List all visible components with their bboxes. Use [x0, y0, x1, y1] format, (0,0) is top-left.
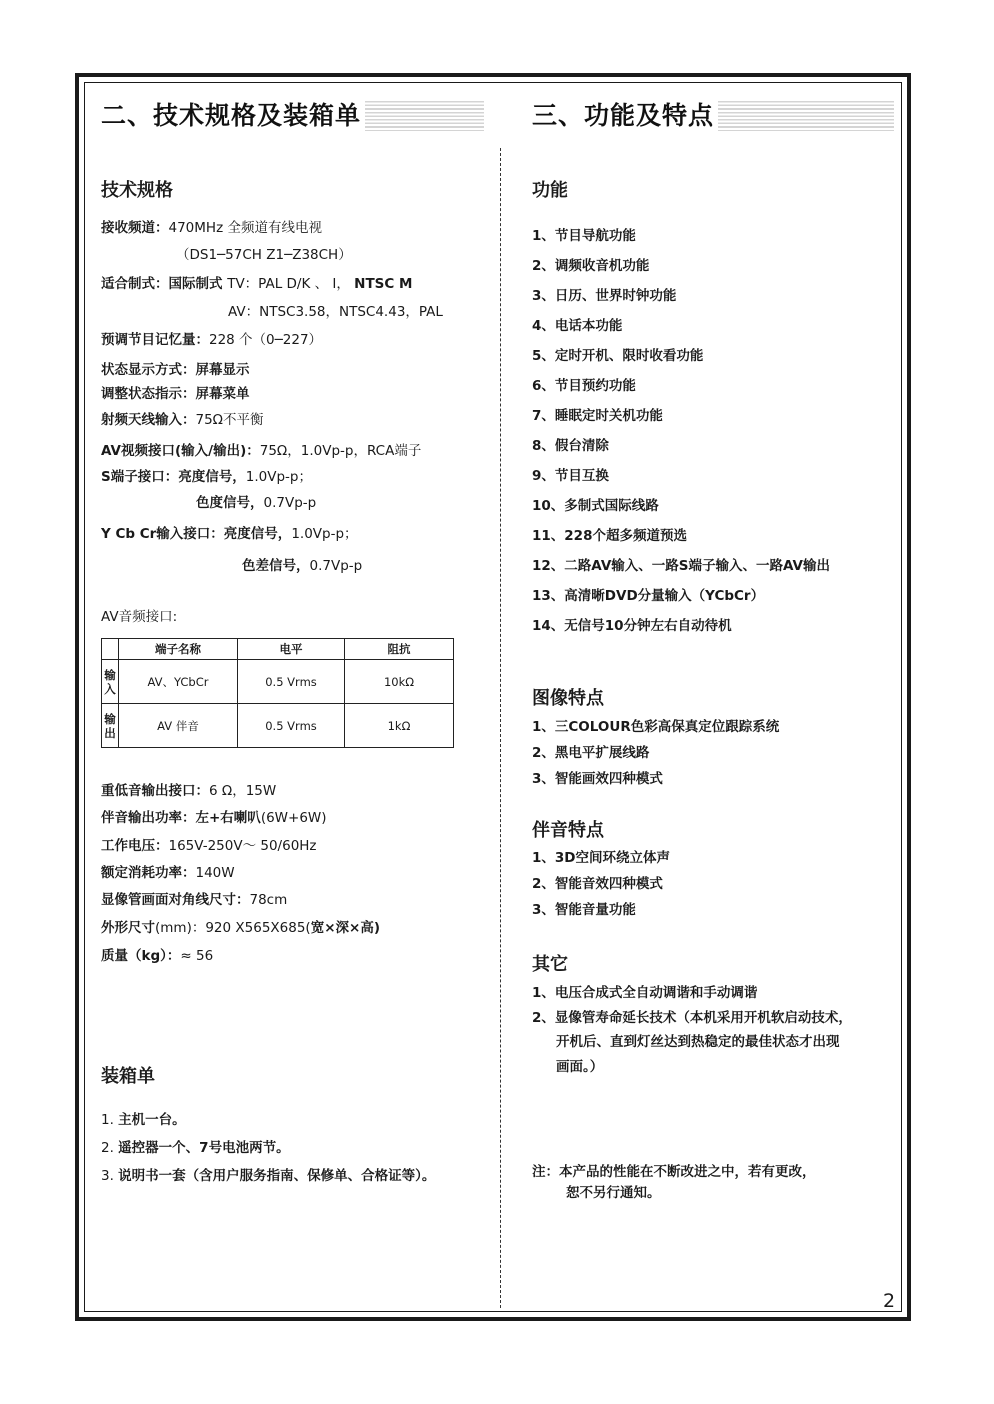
av-audio-label: AV音频接口:: [101, 609, 178, 625]
table-row: [102, 660, 454, 704]
other-feature-item: 开机后、直到灯丝达到热稳定的最佳状态才出现: [556, 1034, 840, 1050]
function-item: 3、日历、世界时钟功能: [532, 288, 677, 304]
table-side-label: 输入: [102, 660, 119, 704]
function-item: 13、高清晰DVD分量输入（YCbCr）: [532, 588, 765, 604]
spec-line: 工作电压：165V-250V～ 50/60Hz: [101, 838, 317, 854]
right-section-banner: [532, 101, 894, 131]
spec-line: 额定消耗功率：140W: [101, 865, 235, 881]
other-feature-item: 1、电压合成式全自动调谐和手动调谐: [532, 985, 758, 1001]
function-item: 7、睡眠定时关机功能: [532, 408, 663, 424]
packing-item: 3. 说明书一套（含用户服务指南、保修单、合格证等）。: [101, 1168, 436, 1184]
table-header: 电平: [238, 639, 345, 660]
sound-features-heading: 伴音特点: [532, 820, 604, 841]
packing-heading: 装箱单: [101, 1066, 155, 1087]
spec-line: 伴音输出功率：左+右喇叭(6W+6W): [101, 810, 327, 826]
left-section-title: 二、技术规格及装箱单: [101, 101, 365, 131]
function-item: 6、节目预约功能: [532, 378, 636, 394]
function-heading: 功能: [532, 180, 568, 201]
spec-line: 状态显示方式：屏幕显示: [101, 362, 250, 378]
av-audio-table: [101, 638, 454, 748]
function-item: 4、电话本功能: [532, 318, 623, 334]
sound-feature-item: 3、智能音量功能: [532, 902, 636, 918]
table-cell: AV、YCbCr: [119, 660, 238, 704]
function-item: 1、节目导航功能: [532, 228, 636, 244]
spec-line: AV视频接口(输入/输出)：75Ω，1.0Vp-p，RCA端子: [101, 443, 422, 459]
other-feature-item: 画面。）: [556, 1059, 604, 1075]
function-item: 9、节目互换: [532, 468, 609, 484]
spec-line: 接收频道：470MHz 全频道有线电视: [101, 220, 322, 236]
packing-item: 1. 主机一台。: [101, 1112, 186, 1128]
spec-line: 外形尺寸(mm)：920 X565X685(宽×深×高): [101, 920, 380, 936]
spec-line: （DS1─57CH Z1─Z38CH）: [176, 247, 352, 263]
other-features-heading: 其它: [532, 954, 568, 975]
right-section-title: 三、功能及特点: [532, 101, 718, 131]
spec-heading: 技术规格: [101, 180, 173, 201]
page-number: 2: [883, 1290, 896, 1312]
table-row: [102, 704, 454, 748]
spec-line: 质量（kg）：≈ 56: [101, 948, 214, 964]
function-item: 8、假台清除: [532, 438, 609, 454]
note-text: 恕不另行通知。: [566, 1185, 661, 1201]
function-item: 12、二路AV输入、一路S端子输入、一路AV输出: [532, 558, 830, 574]
spec-line: 适合制式：国际制式 TV：PAL D/K 、 I， NTSC M: [101, 276, 413, 292]
spec-line: AV：NTSC3.58，NTSC4.43，PAL: [228, 304, 443, 320]
image-feature-item: 3、智能画效四种模式: [532, 771, 663, 787]
spec-line: 预调节目记忆量：228 个（0─227）: [101, 332, 323, 348]
image-features-heading: 图像特点: [532, 688, 604, 709]
sound-feature-item: 2、智能音效四种模式: [532, 876, 663, 892]
table-header: 端子名称: [119, 639, 238, 660]
function-item: 11、228个超多频道预选: [532, 528, 687, 544]
table-side-label: 输出: [102, 704, 119, 748]
table-cell: 0.5 Vrms: [238, 704, 345, 748]
function-item: 2、调频收音机功能: [532, 258, 650, 274]
spec-line: 重低音输出接口：6 Ω，15W: [101, 783, 277, 799]
other-feature-item: 2、显像管寿命延长技术（本机采用开机软启动技术，: [532, 1010, 852, 1026]
left-section-banner: [101, 101, 484, 131]
spec-line: 色差信号，0.7Vp-p: [242, 558, 363, 574]
spec-line: 调整状态指示：屏幕菜单: [101, 386, 250, 402]
column-divider: [500, 148, 501, 1308]
function-item: 14、无信号10分钟左右自动待机: [532, 618, 732, 634]
spec-line: 射频天线输入：75Ω不平衡: [101, 412, 264, 428]
spec-line: 显像管画面对角线尺寸：78cm: [101, 892, 288, 908]
spec-line: 色度信号，0.7Vp-p: [196, 495, 317, 511]
table-cell: 0.5 Vrms: [238, 660, 345, 704]
note-text: 注：本产品的性能在不断改进之中，若有更改，: [532, 1164, 816, 1180]
spec-line: Y Cb Cr输入接口：亮度信号，1.0Vp-p；: [101, 526, 358, 542]
table-cell: 10kΩ: [345, 660, 454, 704]
table-cell: AV 伴音: [119, 704, 238, 748]
spec-line: S端子接口：亮度信号，1.0Vp-p；: [101, 469, 312, 485]
function-item: 10、多制式国际线路: [532, 498, 659, 514]
table-cell: 1kΩ: [345, 704, 454, 748]
function-item: 5、定时开机、限时收看功能: [532, 348, 704, 364]
image-feature-item: 1、三COLOUR色彩高保真定位跟踪系统: [532, 719, 780, 735]
packing-item: 2. 遥控器一个、7号电池两节。: [101, 1140, 290, 1156]
image-feature-item: 2、黑电平扩展线路: [532, 745, 650, 761]
sound-feature-item: 1、3D空间环绕立体声: [532, 850, 670, 866]
table-header: 阻抗: [345, 639, 454, 660]
